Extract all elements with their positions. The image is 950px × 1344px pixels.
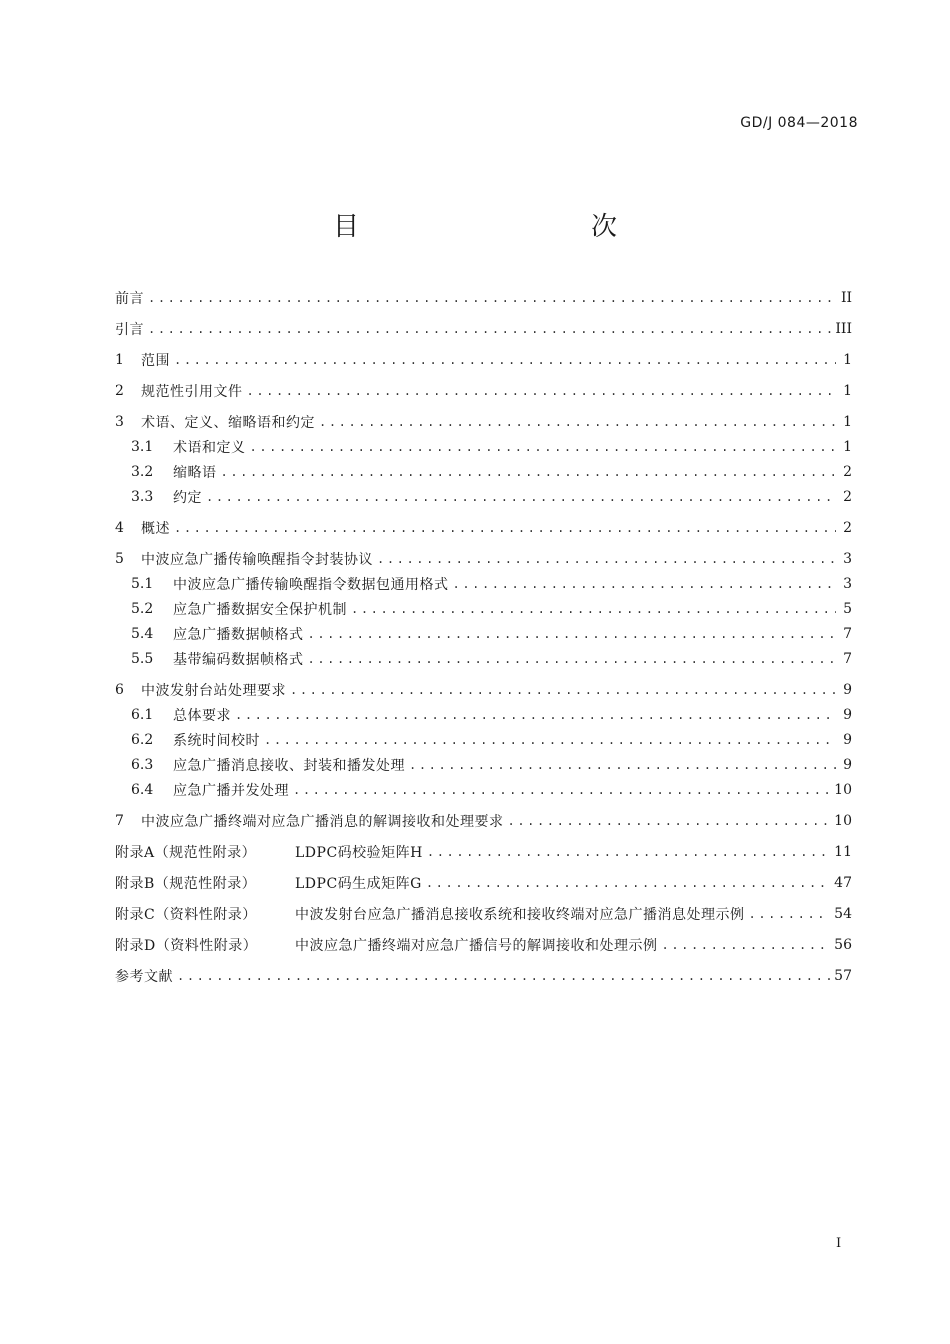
toc-entry-number: 7 [115, 813, 124, 829]
page-title: 目 次 [332, 212, 677, 242]
toc-leader-dots [427, 845, 830, 859]
toc-entry-number: 3.1 [131, 439, 154, 455]
toc-leader-dots [508, 814, 831, 828]
toc-entry-page: 5 [843, 601, 852, 617]
toc-leader-dots [148, 291, 836, 305]
toc-entry-number: 3.2 [131, 464, 154, 480]
toc-entry-number: 6.1 [131, 707, 154, 723]
toc-entry[interactable] [115, 547, 852, 571]
toc-entry-page: 7 [843, 626, 852, 642]
toc-entry-title: 系统时间校时 [173, 733, 260, 749]
toc-entry-number: 5.4 [131, 626, 154, 642]
toc-entry[interactable] [115, 410, 852, 434]
toc-entry-number: 附录A（规范性附录） [115, 845, 257, 861]
toc-leader-dots [264, 733, 836, 747]
toc-entry[interactable] [131, 753, 852, 777]
toc-entry-page: 9 [843, 707, 852, 723]
toc-leader-dots [177, 969, 830, 983]
toc-entry-number: 2 [115, 383, 124, 399]
toc-entry-page: 1 [843, 414, 852, 430]
toc-entry-title: 参考文献 [115, 969, 173, 985]
toc-entry-page: 9 [843, 682, 852, 698]
toc-entry[interactable] [115, 317, 852, 341]
toc-entry-title: 约定 [173, 490, 202, 506]
toc-entry-page: 54 [834, 906, 852, 922]
toc-leader-dots [235, 708, 836, 722]
toc-entry-number: 5.2 [131, 601, 154, 617]
toc-entry-title: LDPC码生成矩阵G [295, 876, 422, 892]
toc-entry-title: 中波发射台站处理要求 [141, 683, 286, 699]
toc-leader-dots [148, 322, 831, 336]
toc-entry-number: 附录B（规范性附录） [115, 876, 257, 892]
toc-entry-title: 总体要求 [173, 708, 231, 724]
toc-entry-title: 术语和定义 [173, 440, 246, 456]
toc-entry-title: LDPC码校验矩阵H [295, 845, 423, 861]
toc-entry[interactable] [115, 286, 852, 310]
toc-entry-page: II [840, 290, 852, 306]
toc-leader-dots [290, 683, 836, 697]
toc-entry-page: 1 [843, 439, 852, 455]
toc-entry[interactable] [131, 572, 852, 596]
toc-leader-dots [351, 602, 836, 616]
toc-entry-number: 6.2 [131, 732, 154, 748]
toc-entry-page: 9 [843, 732, 852, 748]
toc-entry-number: 4 [115, 520, 124, 536]
toc-entry-title: 中波应急广播终端对应急广播信号的解调接收和处理示例 [295, 938, 658, 954]
toc-entry[interactable] [115, 678, 852, 702]
toc-entry[interactable] [115, 964, 852, 988]
toc-entry-title: 中波应急广播传输唤醒指令数据包通用格式 [173, 577, 449, 593]
header-standard-code: GD/J 084—2018 [740, 115, 858, 131]
toc-entry-number: 5.5 [131, 651, 154, 667]
toc-entry-number: 附录C（资料性附录） [115, 907, 257, 923]
toc-entry-title: 应急广播数据帧格式 [173, 627, 304, 643]
toc-entry-title: 引言 [115, 322, 144, 338]
toc-entry-title: 范围 [141, 353, 170, 369]
toc-entry-title: 应急广播消息接收、封装和播发处理 [173, 758, 405, 774]
toc-entry-page: III [835, 321, 852, 337]
toc-entry-number: 5 [115, 551, 124, 567]
toc-entry[interactable] [115, 379, 852, 403]
toc-entry-page: 10 [834, 813, 852, 829]
toc-entry-title: 规范性引用文件 [141, 384, 243, 400]
toc-entry-number: 附录D（资料性附录） [115, 938, 258, 954]
footer-page-number: I [836, 1236, 842, 1251]
toc-entry-page: 9 [843, 757, 852, 773]
toc-entry-page: 3 [843, 576, 852, 592]
toc-entry-page: 10 [834, 782, 852, 798]
toc-entry-page: 2 [843, 520, 852, 536]
toc-entry-number: 1 [115, 352, 124, 368]
toc-entry-title: 中波发射台应急广播消息接收系统和接收终端对应急广播消息处理示例 [295, 907, 745, 923]
toc-entry-title: 中波应急广播终端对应急广播消息的解调接收和处理要求 [141, 814, 504, 830]
toc-entry-page: 1 [843, 352, 852, 368]
toc-entry[interactable] [115, 348, 852, 372]
toc-entry[interactable] [115, 871, 852, 895]
toc-entry[interactable] [115, 902, 852, 926]
toc-leader-dots [206, 490, 836, 504]
toc-entry-page: 57 [834, 968, 852, 984]
toc-entry-page: 47 [834, 875, 852, 891]
toc-leader-dots [749, 907, 831, 921]
toc-entry-title: 应急广播并发处理 [173, 783, 289, 799]
toc-leader-dots [250, 440, 837, 454]
toc-entry[interactable] [131, 778, 852, 802]
toc-entry[interactable] [131, 597, 852, 621]
toc-entry[interactable] [131, 728, 852, 752]
toc-entry-page: 11 [834, 844, 852, 860]
toc-leader-dots [409, 758, 836, 772]
toc-entry[interactable] [131, 435, 852, 459]
toc-entry-title: 中波应急广播传输唤醒指令封装协议 [141, 552, 373, 568]
toc-entry[interactable] [115, 516, 852, 540]
toc-entry-title: 应急广播数据安全保护机制 [173, 602, 347, 618]
toc-leader-dots [308, 627, 837, 641]
toc-entry[interactable] [131, 647, 852, 671]
toc-entry-number: 3 [115, 414, 124, 430]
toc-entry[interactable] [131, 485, 852, 509]
toc-entry[interactable] [115, 840, 852, 864]
toc-leader-dots [174, 521, 836, 535]
toc-entry-page: 56 [834, 937, 852, 953]
toc-entry-page: 2 [843, 489, 852, 505]
toc-leader-dots [662, 938, 831, 952]
toc-entry-number: 5.1 [131, 576, 154, 592]
toc-entry[interactable] [115, 933, 852, 957]
toc-leader-dots [221, 465, 837, 479]
toc-entry-title: 缩略语 [173, 465, 217, 481]
toc-entry[interactable] [131, 622, 852, 646]
toc-leader-dots [453, 577, 837, 591]
toc-leader-dots [174, 353, 836, 367]
toc-entry[interactable] [131, 703, 852, 727]
toc-entry-page: 3 [843, 551, 852, 567]
toc-entry-title: 概述 [141, 521, 170, 537]
toc-entry-page: 1 [843, 383, 852, 399]
toc-leader-dots [426, 876, 830, 890]
toc-leader-dots [319, 415, 836, 429]
toc-entry-number: 6.3 [131, 757, 154, 773]
toc-entry-title: 基带编码数据帧格式 [173, 652, 304, 668]
toc-leader-dots [377, 552, 836, 566]
toc-entry[interactable] [115, 809, 852, 833]
toc-leader-dots [247, 384, 837, 398]
toc-entry-number: 3.3 [131, 489, 154, 505]
toc-leader-dots [293, 783, 830, 797]
toc-entry-title: 前言 [115, 291, 144, 307]
toc-leader-dots [308, 652, 837, 666]
toc-entry-number: 6 [115, 682, 124, 698]
toc-entry[interactable] [131, 460, 852, 484]
toc-entry-title: 术语、定义、缩略语和约定 [141, 415, 315, 431]
toc-entry-page: 7 [843, 651, 852, 667]
toc-entry-number: 6.4 [131, 782, 154, 798]
toc-entry-page: 2 [843, 464, 852, 480]
